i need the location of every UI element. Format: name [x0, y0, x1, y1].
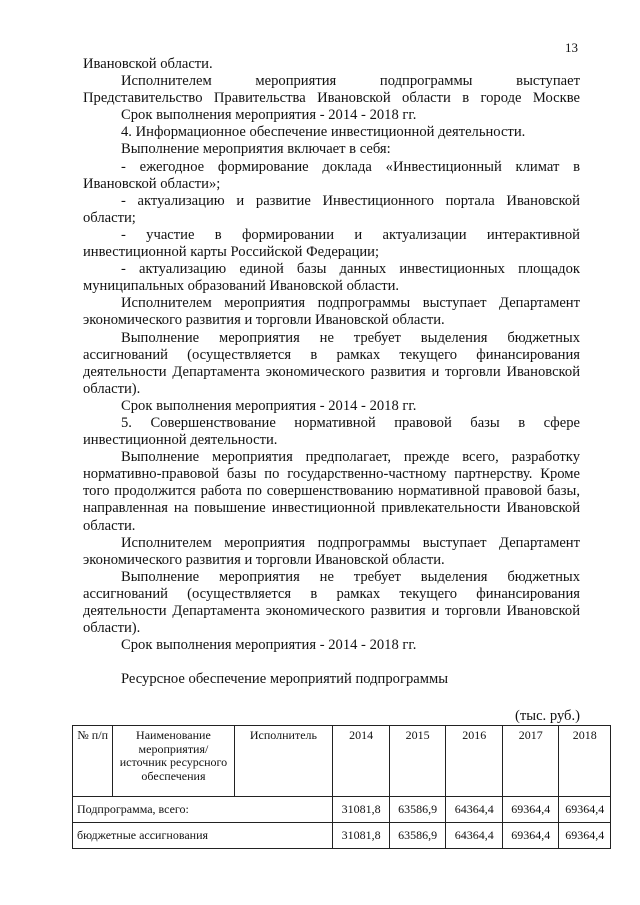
header-cell-executor: Исполнитель [234, 726, 333, 797]
table-cell: 63586,9 [389, 823, 446, 849]
list-item: - ежегодное формирование доклада «Инвестиционный климат в Ивановской области»; [83, 158, 580, 192]
table-caption: Ресурсное обеспечение мероприятий подпрограммы [121, 671, 448, 688]
paragraph: Срок выполнения мероприятия - 2014 - 2018 гг. [121, 397, 417, 414]
header-cell-number: № п/п [73, 726, 113, 797]
table-cell: 31081,8 [333, 797, 390, 823]
paragraph: Выполнение мероприятия не требует выделения бюджетных ассигнований (осуществляется в рамках текущего финансирования деятельности Департамента экономического развития и торговли Ивановской области). [83, 329, 580, 397]
section-heading: 5. Совершенствование нормативной правовой базы в сфере инвестиционной деятельности. [83, 414, 580, 449]
paragraph: Срок выполнения мероприятия - 2014 - 2018 гг. [121, 107, 417, 124]
header-cell-year: 2018 [559, 726, 611, 797]
table-cell: 63586,9 [389, 797, 446, 823]
document-body [83, 56, 580, 688]
page-number: 13 [565, 40, 578, 55]
paragraph: Исполнителем мероприятия подпрограммы выступает Департамент экономического развития и торговли Ивановской области. [83, 534, 580, 568]
table-header-row [73, 726, 611, 797]
paragraph: Срок выполнения мероприятия - 2014 - 2018 гг. [121, 637, 417, 654]
list-item: - участие в формировании и актуализации интерактивной инвестиционной карты Российской Федерации; [83, 226, 580, 261]
table-cell: 69364,4 [502, 823, 559, 849]
resource-table [72, 725, 611, 849]
row-label: бюджетные ассигнования [73, 823, 333, 849]
header-cell-year: 2016 [446, 726, 503, 797]
table-cell: 69364,4 [502, 797, 559, 823]
paragraph: Выполнение мероприятия включает в себя: [121, 141, 391, 158]
paragraph: Ивановской области. [83, 56, 213, 72]
row-label: Подпрограмма, всего: [73, 797, 333, 823]
list-item: - актуализацию и развитие Инвестиционного портала Ивановской области; [83, 192, 580, 226]
header-cell-name: Наименование мероприятия/ источник ресурсного обеспечения [113, 726, 234, 797]
units-label: (тыс. руб.) [515, 708, 580, 724]
paragraph: Выполнение мероприятия предполагает, прежде всего, разработку нормативно-правовой базы по государственно-частному партнерству. Кроме того продолжится работа по совершенствованию нормативной правовой базы, направленная на повышение инвестиционной привлекательности Ивановской области. [83, 449, 580, 534]
table-cell: 31081,8 [333, 823, 390, 849]
table-cell: 69364,4 [559, 823, 611, 849]
table-cell: 64364,4 [446, 797, 503, 823]
header-cell-year: 2015 [389, 726, 446, 797]
table-cell: 64364,4 [446, 823, 503, 849]
paragraph: Исполнителем мероприятия подпрограммы выступает Департамент экономического развития и торговли Ивановской области. [83, 295, 580, 329]
paragraph: Исполнителем мероприятия подпрограммы выступает Представительство Правительства Ивановской области в городе Москве [83, 73, 580, 107]
table-cell: 69364,4 [559, 797, 611, 823]
list-item: - актуализацию единой базы данных инвестиционных площадок муниципальных образований Ивановской области. [83, 261, 580, 295]
header-cell-year: 2014 [333, 726, 390, 797]
section-heading: 4. Информационное обеспечение инвестиционной деятельности. [121, 124, 526, 141]
header-cell-year: 2017 [502, 726, 559, 797]
paragraph: Выполнение мероприятия не требует выделения бюджетных ассигнований (осуществляется в рамках текущего финансирования деятельности Департамента экономического развития и торговли Ивановской области). [83, 568, 580, 637]
table-row [73, 823, 611, 849]
table-row [73, 797, 611, 823]
